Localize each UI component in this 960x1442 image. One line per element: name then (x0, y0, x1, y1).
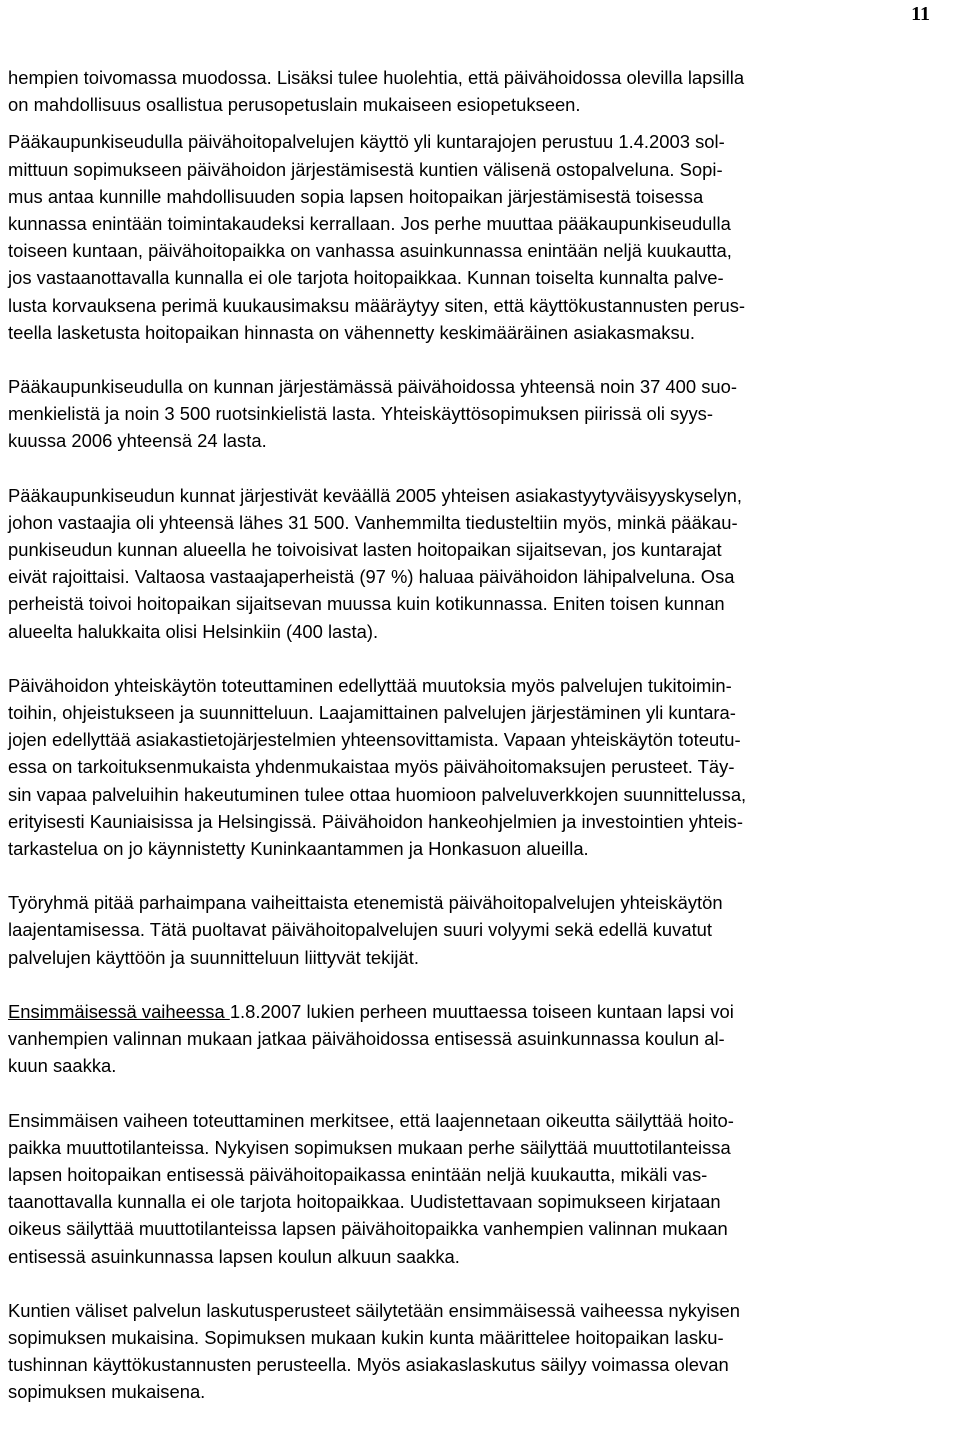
paragraph: Ensimmäisen vaiheen toteuttaminen merkitsee, että laajennetaan oikeutta säilyttää hoito- paikka muuttotilanteissa. Nykyisen sopimuksen mukaan perhe säilyttää muuttotilanteissa lapsen hoitopaikan entisessä päivähoitopaikassa enintään neljä kuukautta, mikäli vas- taanottavalla kunnalla ei ole tarjota hoitopaikkaa. Uudistettavaan sopimukseen kirjataan oikeus säilyttää muuttotilanteissa lapsen päivähoitopaikka vanhempien valinnan mukaan entisessä asuinkunnassa lapsen koulun alkuun saakka. (8, 1109, 734, 1267)
paragraph-with-underlined-lead (8, 998, 956, 1080)
paragraph: Päivähoidon yhteiskäytön toteuttaminen edellyttää muutoksia myös palvelujen tukitoimin- toihin, ohjeistukseen ja suunnitteluun. Laajamittainen palvelujen järjestäminen yli kuntara- jojen edellyttää asiakastietojärjestelmien yhteensovittamista. Vapaan yhteiskäytön toteutu- essa on tarkoituksenmukaista yhdenmukaistaa myös päivähoitomaksujen perusteet. Täy- sin vapaa palveluihin hakeutuminen tulee ottaa huomioon palveluverkkojen suunnittelussa, erityisesti Kauniaisissa ja Helsingissä. Päivähoidon hankeohjelmien ja investointien yhteis- tarkastelua on jo käynnistetty Kuninkaantammen ja Honkasuon alueilla. (8, 674, 747, 860)
underlined-lead: Ensimmäisessä vaiheessa (8, 1000, 230, 1022)
paragraph: Pääkaupunkiseudulla päivähoitopalvelujen käyttö yli kuntarajojen perustuu 1.4.2003 sol- mittuun sopimukseen päivähoidon järjestämisestä kuntien välisenä ostopalveluna. Sopi- mus antaa kunnille mahdollisuuden sopia lapsen hoitopaikan järjestämisestä toisessa kunnassa enintään toimintakaudeksi kerrallaan. Jos perhe muuttaa pääkaupunkiseudulla toiseen kuntaan, päivähoitopaikka on vanhassa asuinkunnassa enintään neljä kuukautta, jos vastaanottavalla kunnalla ei ole tarjota hoitopaikkaa. Kunnan toiselta kunnalta palve- lusta korvauksena perimä kuukausimaksu määräytyy siten, että käyttökustannusten perus- teella lasketusta hoitopaikan hinnasta on vähennetty keskimääräinen asiakasmaksu. (8, 131, 746, 343)
paragraph: hempien toivomassa muodossa. Lisäksi tulee huolehtia, että päivähoidossa olevilla lapsilla on mahdollisuus osallistua perusopetuslain mukaiseen esiopetukseen. (8, 67, 745, 116)
page-number: 11 (911, 3, 930, 25)
paragraph: Pääkaupunkiseudulla on kunnan järjestämässä päivähoidossa yhteensä noin 37 400 suo- menkielistä ja noin 3 500 ruotsinkielistä lasta. Yhteiskäyttösopimuksen piirissä oli syys- kuussa 2006 yhteensä 24 lasta. (8, 376, 737, 452)
paragraph: Työryhmä pitää parhaimpana vaiheittaista etenemistä päivähoitopalvelujen yhteiskäytön laajentamisessa. Tätä puoltavat päivähoitopalvelujen suuri volyymi sekä edellä kuvatut palvelujen käyttöön ja suunnitteluun liittyvät tekijät. (8, 892, 723, 968)
document-body (8, 64, 956, 1406)
paragraph-text: 1.8.2007 lukien perheen muuttaessa toiseen kuntaan lapsi voi vanhempien valinnan mukaan jatkaa päivähoidossa entisessä asuinkunnassa koulun al- kuun saakka. (8, 1000, 734, 1077)
paragraph: Pääkaupunkiseudun kunnat järjestivät keväällä 2005 yhteisen asiakastyytyväisyyskyselyn, johon vastaajia oli yhteensä lähes 31 500. Vanhemmilta tiedusteltiin myös, minkä pääkau- punkiseudun kunnan alueella he toivoisivat lasten hoitopaikan sijaitsevan, jos kuntarajat eivät rajoittaisi. Valtaosa vastaajaperheistä (97 %) haluaa päivähoidon lähipalveluna. Osa perheistä toivoi hoitopaikan sijaitsevan muussa kuin kotikunnassa. Eniten toisen kunnan alueelta halukkaita olisi Helsinkiin (400 lasta). (8, 484, 742, 642)
paragraph: Kuntien väliset palvelun laskutusperusteet säilytetään ensimmäisessä vaiheessa nykyisen sopimuksen mukaisina. Sopimuksen mukaan kukin kunta määrittelee hoitopaikan lasku- tushinnan käyttökustannusten perusteella. Myös asiakaslaskutus säilyy voimassa olevan sopimuksen mukaisena. (8, 1299, 740, 1403)
